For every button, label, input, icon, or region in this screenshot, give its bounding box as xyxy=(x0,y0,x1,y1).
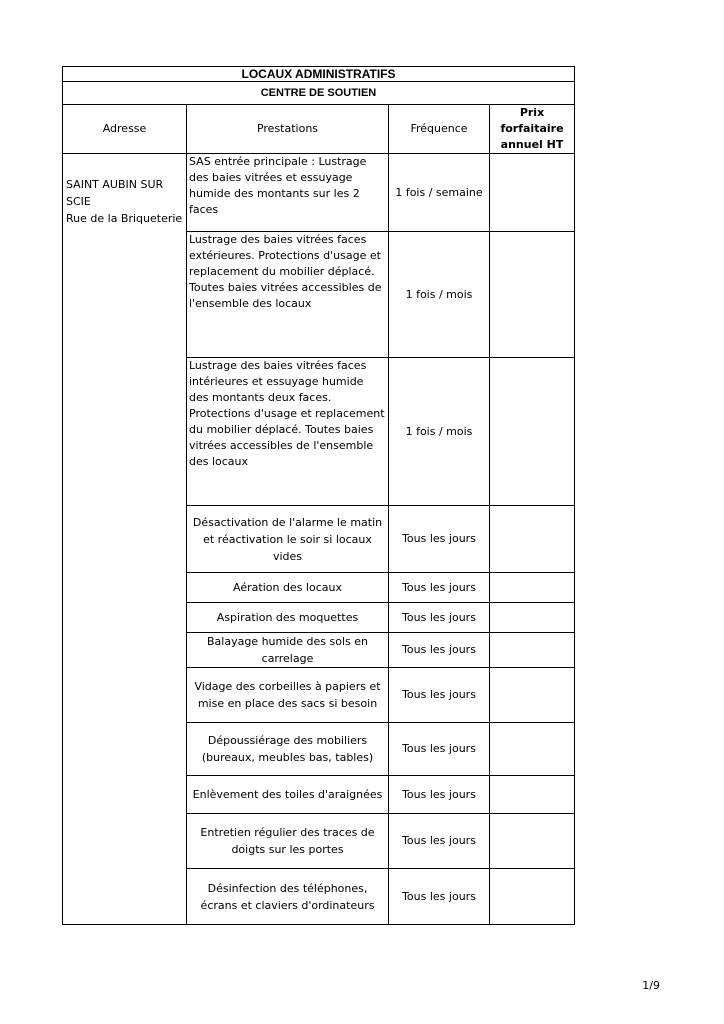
prestation-cell: Aération des locaux xyxy=(187,573,389,603)
prix-cell xyxy=(490,603,575,633)
prestation-cell: Lustrage des baies vitrées faces extérieures. Protections d'usage et replacement du mobilier déplacé. Toutes baies vitrées accessibles de l'ensemble des locaux xyxy=(187,232,389,358)
prix-cell xyxy=(490,869,575,925)
prestation-cell: SAS entrée principale : Lustrage des baies vitrées et essuyage humide des montants sur les 2 faces xyxy=(187,154,389,232)
prix-cell xyxy=(490,154,575,232)
prix-cell xyxy=(490,232,575,358)
address-line-1: SAINT AUBIN SUR SCIE xyxy=(66,178,164,208)
page-number: 1/9 xyxy=(642,979,660,992)
prix-cell xyxy=(490,723,575,776)
frequence-cell: Tous les jours xyxy=(389,603,490,633)
prix-cell xyxy=(490,358,575,506)
frequence-cell: Tous les jours xyxy=(389,776,490,814)
frequence-cell: 1 fois / mois xyxy=(389,232,490,358)
address-cell xyxy=(63,154,187,925)
header-adresse: Adresse xyxy=(63,105,187,154)
document-title: LOCAUX ADMINISTRATIFS xyxy=(63,67,575,82)
header-prix: Prix forfaitaire annuel HT xyxy=(490,105,575,154)
prestation-cell: Désactivation de l'alarme le matin et réactivation le soir si locaux vides xyxy=(187,506,389,573)
prix-cell xyxy=(490,776,575,814)
document-subtitle: CENTRE DE SOUTIEN xyxy=(63,82,575,105)
address-line-2: Rue de la Briqueterie xyxy=(66,212,183,225)
prix-cell xyxy=(490,506,575,573)
frequence-cell: Tous les jours xyxy=(389,723,490,776)
prestation-cell: Vidage des corbeilles à papiers et mise en place des sacs si besoin xyxy=(187,668,389,723)
prestation-cell: Aspiration des moquettes xyxy=(187,603,389,633)
frequence-cell: Tous les jours xyxy=(389,668,490,723)
prestation-cell: Entretien régulier des traces de doigts sur les portes xyxy=(187,814,389,869)
frequence-cell: Tous les jours xyxy=(389,814,490,869)
prestation-cell: Dépoussiérage des mobiliers (bureaux, meubles bas, tables) xyxy=(187,723,389,776)
prestation-cell: Lustrage des baies vitrées faces intérieures et essuyage humide des montants deux faces. Protections d'usage et replacement du mobilier déplacé. Toutes baies vitrées accessibles de l'ensemble des locaux xyxy=(187,358,389,506)
prix-cell xyxy=(490,633,575,668)
frequence-cell: Tous les jours xyxy=(389,633,490,668)
header-prestations: Prestations xyxy=(187,105,389,154)
header-row xyxy=(63,105,575,154)
frequence-cell: Tous les jours xyxy=(389,869,490,925)
frequence-cell: Tous les jours xyxy=(389,506,490,573)
title-row xyxy=(63,67,575,82)
subtitle-row xyxy=(63,82,575,105)
table-row xyxy=(63,154,575,232)
header-frequence: Fréquence xyxy=(389,105,490,154)
frequence-cell: 1 fois / mois xyxy=(389,358,490,506)
prestation-cell: Désinfection des téléphones, écrans et claviers d'ordinateurs xyxy=(187,869,389,925)
prix-cell xyxy=(490,814,575,869)
services-table xyxy=(62,66,575,925)
prix-cell xyxy=(490,668,575,723)
prestation-cell: Enlèvement des toiles d'araignées xyxy=(187,776,389,814)
frequence-cell: 1 fois / semaine xyxy=(389,154,490,232)
prix-cell xyxy=(490,573,575,603)
frequence-cell: Tous les jours xyxy=(389,573,490,603)
prestation-cell: Balayage humide des sols en carrelage xyxy=(187,633,389,668)
